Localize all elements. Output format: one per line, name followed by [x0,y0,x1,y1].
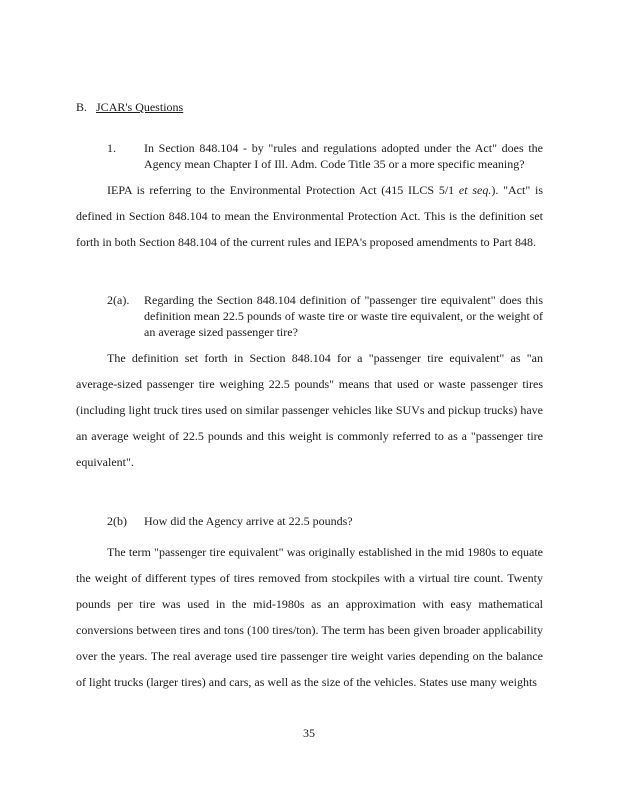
question-text: Regarding the Section 848.104 definition of "passenger tire equivalent" does this definition mean 22.5 pounds of waste tire or waste tire equivalent, or the weight of an average sized passenger tire? [144,293,543,339]
answer-citation: et seq. [458,183,492,197]
answer-1 [76,177,543,255]
answer-2b [76,539,543,695]
answer-text-start: IEPA is referring to the Environmental Protection Act (415 ILCS 5/1 [107,183,455,197]
question-2a [107,292,543,342]
question-text: In Section 848.104 - by "rules and regulations adopted under the Act" does the Agency mean Chapter I of Ill. Adm. Code Title 35 or a more specific meaning? [144,141,543,171]
question-2b [107,513,543,529]
answer-text: The definition set forth in Section 848.104 for a "passenger tire equivalent" as "an average-sized passenger tire weighing 22.5 pounds" means that used or waste passenger tires (including light truck tires used on similar passenger vehicles like SUVs and pickup trucks) have an average weight of 22.5 pounds and this weight is commonly referred to as a "passenger tire equivalent". [76,351,543,469]
question-1 [107,140,543,174]
question-number: 2(b) [107,514,127,528]
question-number: 2(a). [107,293,130,307]
answer-text: The term "passenger tire equivalent" was originally established in the mid 1980s to equate the weight of different types of tires removed from stockpiles with a virtual tire count. Twenty pounds per tire was used in the mid-1980s as an approximation with easy mathematical conversions between tires and tons (100 tires/ton). The term has been given broader applicability over the years. The real average used tire passenger tire weight varies depending on the balance of light trucks (larger tires) and cars, as well as the size of the vehicles. States use many weights [76,545,543,689]
question-number: 1. [107,141,116,155]
question-text: How did the Agency arrive at 22.5 pounds? [144,514,353,528]
answer-2a [76,345,543,475]
section-heading [76,100,183,115]
section-letter: B. [76,100,88,114]
answer-text-end: ). "Act" is defined in Section 848.104 to mean the Environmental Protection Act. This is the definition set forth in both Section 848.104 of the current rules and IEPA's proposed amendments to Part 848. [76,183,543,249]
page-number: 35 [303,726,315,740]
section-title: JCAR's Questions [96,100,184,114]
